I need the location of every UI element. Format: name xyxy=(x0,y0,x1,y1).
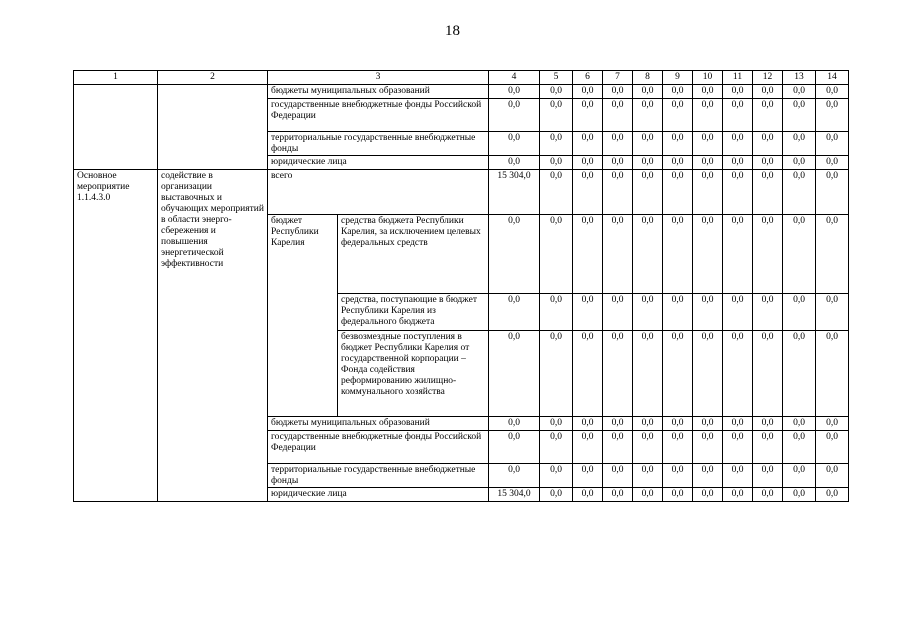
value-cell: 0,0 xyxy=(753,156,783,170)
value-cell: 0,0 xyxy=(816,464,849,488)
value-cell: 0,0 xyxy=(816,488,849,502)
value-cell: 0,0 xyxy=(723,85,753,99)
value-cell: 0,0 xyxy=(753,464,783,488)
value-cell: 0,0 xyxy=(603,464,633,488)
value-cell: 0,0 xyxy=(633,464,663,488)
value-cell: 0,0 xyxy=(540,431,573,464)
value-cell: 0,0 xyxy=(663,156,693,170)
source-label: средства бюджета Республики Карелия, за исключением целевых федеральных средств xyxy=(338,215,489,294)
value-cell: 0,0 xyxy=(573,156,603,170)
table-row xyxy=(74,85,849,99)
value-cell: 0,0 xyxy=(489,417,540,431)
value-cell: 0,0 xyxy=(753,85,783,99)
header-cell: 12 xyxy=(753,71,783,85)
value-cell: 0,0 xyxy=(693,99,723,132)
value-cell: 0,0 xyxy=(633,156,663,170)
value-cell: 0,0 xyxy=(540,488,573,502)
value-cell: 0,0 xyxy=(783,132,816,156)
value-cell: 0,0 xyxy=(633,132,663,156)
value-cell: 0,0 xyxy=(633,215,663,294)
value-cell: 0,0 xyxy=(489,464,540,488)
karelia-budget-label: бюджет Республики Карелия xyxy=(268,215,338,417)
value-cell: 0,0 xyxy=(753,417,783,431)
header-cell: 8 xyxy=(633,71,663,85)
value-cell: 0,0 xyxy=(816,294,849,331)
value-cell: 0,0 xyxy=(573,331,603,417)
value-cell: 0,0 xyxy=(753,215,783,294)
value-cell: 0,0 xyxy=(573,132,603,156)
value-cell: 0,0 xyxy=(723,99,753,132)
value-cell: 0,0 xyxy=(663,215,693,294)
value-cell: 0,0 xyxy=(573,417,603,431)
value-cell: 0,0 xyxy=(783,488,816,502)
value-cell: 0,0 xyxy=(540,170,573,215)
value-cell: 0,0 xyxy=(693,331,723,417)
value-cell: 0,0 xyxy=(633,431,663,464)
value-cell: 0,0 xyxy=(783,417,816,431)
value-cell: 0,0 xyxy=(489,431,540,464)
value-cell: 0,0 xyxy=(603,331,633,417)
value-cell: 0,0 xyxy=(816,85,849,99)
value-cell: 0,0 xyxy=(603,417,633,431)
value-cell: 0,0 xyxy=(633,170,663,215)
value-cell: 0,0 xyxy=(573,464,603,488)
value-cell: 0,0 xyxy=(723,215,753,294)
value-cell: 0,0 xyxy=(783,294,816,331)
header-cell: 13 xyxy=(783,71,816,85)
value-cell: 0,0 xyxy=(783,464,816,488)
header-cell: 14 xyxy=(816,71,849,85)
value-cell: 0,0 xyxy=(693,294,723,331)
value-cell: 0,0 xyxy=(603,132,633,156)
value-cell: 0,0 xyxy=(753,170,783,215)
value-cell: 0,0 xyxy=(816,170,849,215)
value-cell: 0,0 xyxy=(693,132,723,156)
value-cell: 0,0 xyxy=(573,99,603,132)
value-cell: 0,0 xyxy=(663,431,693,464)
value-cell: 0,0 xyxy=(663,417,693,431)
source-label: бюджеты муниципальных образований xyxy=(268,417,489,431)
value-cell: 0,0 xyxy=(663,488,693,502)
source-label: государственные внебюджетные фонды Российской Федерации xyxy=(268,99,489,132)
value-cell: 0,0 xyxy=(573,170,603,215)
value-cell: 0,0 xyxy=(603,215,633,294)
value-cell: 0,0 xyxy=(723,417,753,431)
header-cell: 6 xyxy=(573,71,603,85)
source-label: бюджеты муниципальных образований xyxy=(268,85,489,99)
value-cell: 0,0 xyxy=(489,331,540,417)
value-cell: 0,0 xyxy=(573,85,603,99)
value-cell: 0,0 xyxy=(603,99,633,132)
value-cell: 0,0 xyxy=(540,464,573,488)
value-cell: 0,0 xyxy=(753,294,783,331)
header-cell: 1 xyxy=(74,71,158,85)
value-cell: 0,0 xyxy=(693,431,723,464)
value-cell: 0,0 xyxy=(603,170,633,215)
value-cell: 0,0 xyxy=(603,488,633,502)
header-cell: 5 xyxy=(540,71,573,85)
value-cell: 0,0 xyxy=(489,215,540,294)
value-cell: 0,0 xyxy=(663,85,693,99)
value-cell: 0,0 xyxy=(633,417,663,431)
value-cell: 0,0 xyxy=(723,294,753,331)
header-cell: 4 xyxy=(489,71,540,85)
value-cell: 0,0 xyxy=(540,417,573,431)
value-cell: 0,0 xyxy=(693,488,723,502)
value-cell: 0,0 xyxy=(603,431,633,464)
value-cell: 0,0 xyxy=(573,294,603,331)
value-cell: 0,0 xyxy=(816,99,849,132)
value-cell: 15 304,0 xyxy=(489,170,540,215)
value-cell: 0,0 xyxy=(723,156,753,170)
value-cell: 0,0 xyxy=(540,132,573,156)
value-cell: 0,0 xyxy=(783,99,816,132)
value-cell: 0,0 xyxy=(663,99,693,132)
value-cell: 0,0 xyxy=(540,156,573,170)
value-cell: 0,0 xyxy=(783,170,816,215)
header-cell: 9 xyxy=(663,71,693,85)
value-cell: 0,0 xyxy=(603,85,633,99)
value-cell: 0,0 xyxy=(816,156,849,170)
value-cell: 0,0 xyxy=(633,331,663,417)
value-cell: 0,0 xyxy=(783,156,816,170)
value-cell: 0,0 xyxy=(489,132,540,156)
value-cell: 0,0 xyxy=(633,488,663,502)
value-cell: 0,0 xyxy=(816,417,849,431)
value-cell: 0,0 xyxy=(633,294,663,331)
source-label: юридические лица xyxy=(268,488,489,502)
value-cell: 0,0 xyxy=(540,215,573,294)
header-row xyxy=(74,71,849,85)
value-cell: 0,0 xyxy=(633,85,663,99)
value-cell: 0,0 xyxy=(663,294,693,331)
value-cell: 0,0 xyxy=(753,132,783,156)
header-cell: 11 xyxy=(723,71,753,85)
source-label: юридические лица xyxy=(268,156,489,170)
measure-name-cell-empty xyxy=(74,85,158,170)
value-cell: 0,0 xyxy=(693,170,723,215)
value-cell: 0,0 xyxy=(723,464,753,488)
header-cell: 7 xyxy=(603,71,633,85)
value-cell: 0,0 xyxy=(783,431,816,464)
value-cell: 0,0 xyxy=(489,99,540,132)
value-cell: 0,0 xyxy=(753,99,783,132)
value-cell: 0,0 xyxy=(753,331,783,417)
value-cell: 0,0 xyxy=(663,331,693,417)
source-label: всего xyxy=(268,170,489,215)
header-cell: 2 xyxy=(158,71,268,85)
source-label: средства, поступающие в бюджет Республики Карелия из федерального бюджета xyxy=(338,294,489,331)
value-cell: 0,0 xyxy=(489,156,540,170)
header-cell: 3 xyxy=(268,71,489,85)
value-cell: 0,0 xyxy=(693,417,723,431)
value-cell: 0,0 xyxy=(783,85,816,99)
value-cell: 0,0 xyxy=(753,431,783,464)
value-cell: 0,0 xyxy=(489,294,540,331)
value-cell: 0,0 xyxy=(783,215,816,294)
value-cell: 0,0 xyxy=(573,488,603,502)
value-cell: 0,0 xyxy=(723,132,753,156)
value-cell: 0,0 xyxy=(816,215,849,294)
value-cell: 0,0 xyxy=(693,85,723,99)
source-label: государственные внебюджетные фонды Российской Федерации xyxy=(268,431,489,464)
value-cell: 0,0 xyxy=(540,294,573,331)
source-label: безвозмездные поступления в бюджет Республики Карелия от государственной корпорации – Фонда содействия реформированию жилищно-коммунального хозяйства xyxy=(338,331,489,417)
value-cell: 15 304,0 xyxy=(489,488,540,502)
value-cell: 0,0 xyxy=(816,132,849,156)
value-cell: 0,0 xyxy=(573,215,603,294)
page-number: 18 xyxy=(445,23,460,39)
value-cell: 0,0 xyxy=(723,331,753,417)
value-cell: 0,0 xyxy=(693,215,723,294)
value-cell: 0,0 xyxy=(489,85,540,99)
value-cell: 0,0 xyxy=(663,464,693,488)
header-cell: 10 xyxy=(693,71,723,85)
value-cell: 0,0 xyxy=(663,132,693,156)
description-cell-empty xyxy=(158,85,268,170)
value-cell: 0,0 xyxy=(540,99,573,132)
value-cell: 0,0 xyxy=(663,170,693,215)
value-cell: 0,0 xyxy=(693,464,723,488)
value-cell: 0,0 xyxy=(693,156,723,170)
measure-name: Основное мероприятие 1.1.4.3.0 xyxy=(74,170,158,502)
value-cell: 0,0 xyxy=(816,331,849,417)
budget-table xyxy=(73,70,849,502)
value-cell: 0,0 xyxy=(573,431,603,464)
value-cell: 0,0 xyxy=(723,431,753,464)
value-cell: 0,0 xyxy=(633,99,663,132)
table-row xyxy=(74,170,849,215)
value-cell: 0,0 xyxy=(723,170,753,215)
value-cell: 0,0 xyxy=(540,331,573,417)
value-cell: 0,0 xyxy=(783,331,816,417)
value-cell: 0,0 xyxy=(723,488,753,502)
value-cell: 0,0 xyxy=(603,294,633,331)
value-cell: 0,0 xyxy=(603,156,633,170)
measure-description: содействие в организации выставочных и обучающих мероприятий в области энерго-сбережения и повышения энергетической эффективности xyxy=(158,170,268,502)
value-cell: 0,0 xyxy=(540,85,573,99)
value-cell: 0,0 xyxy=(753,488,783,502)
source-label: территориальные государственные внебюджетные фонды xyxy=(268,464,489,488)
value-cell: 0,0 xyxy=(816,431,849,464)
source-label: территориальные государственные внебюджетные фонды xyxy=(268,132,489,156)
